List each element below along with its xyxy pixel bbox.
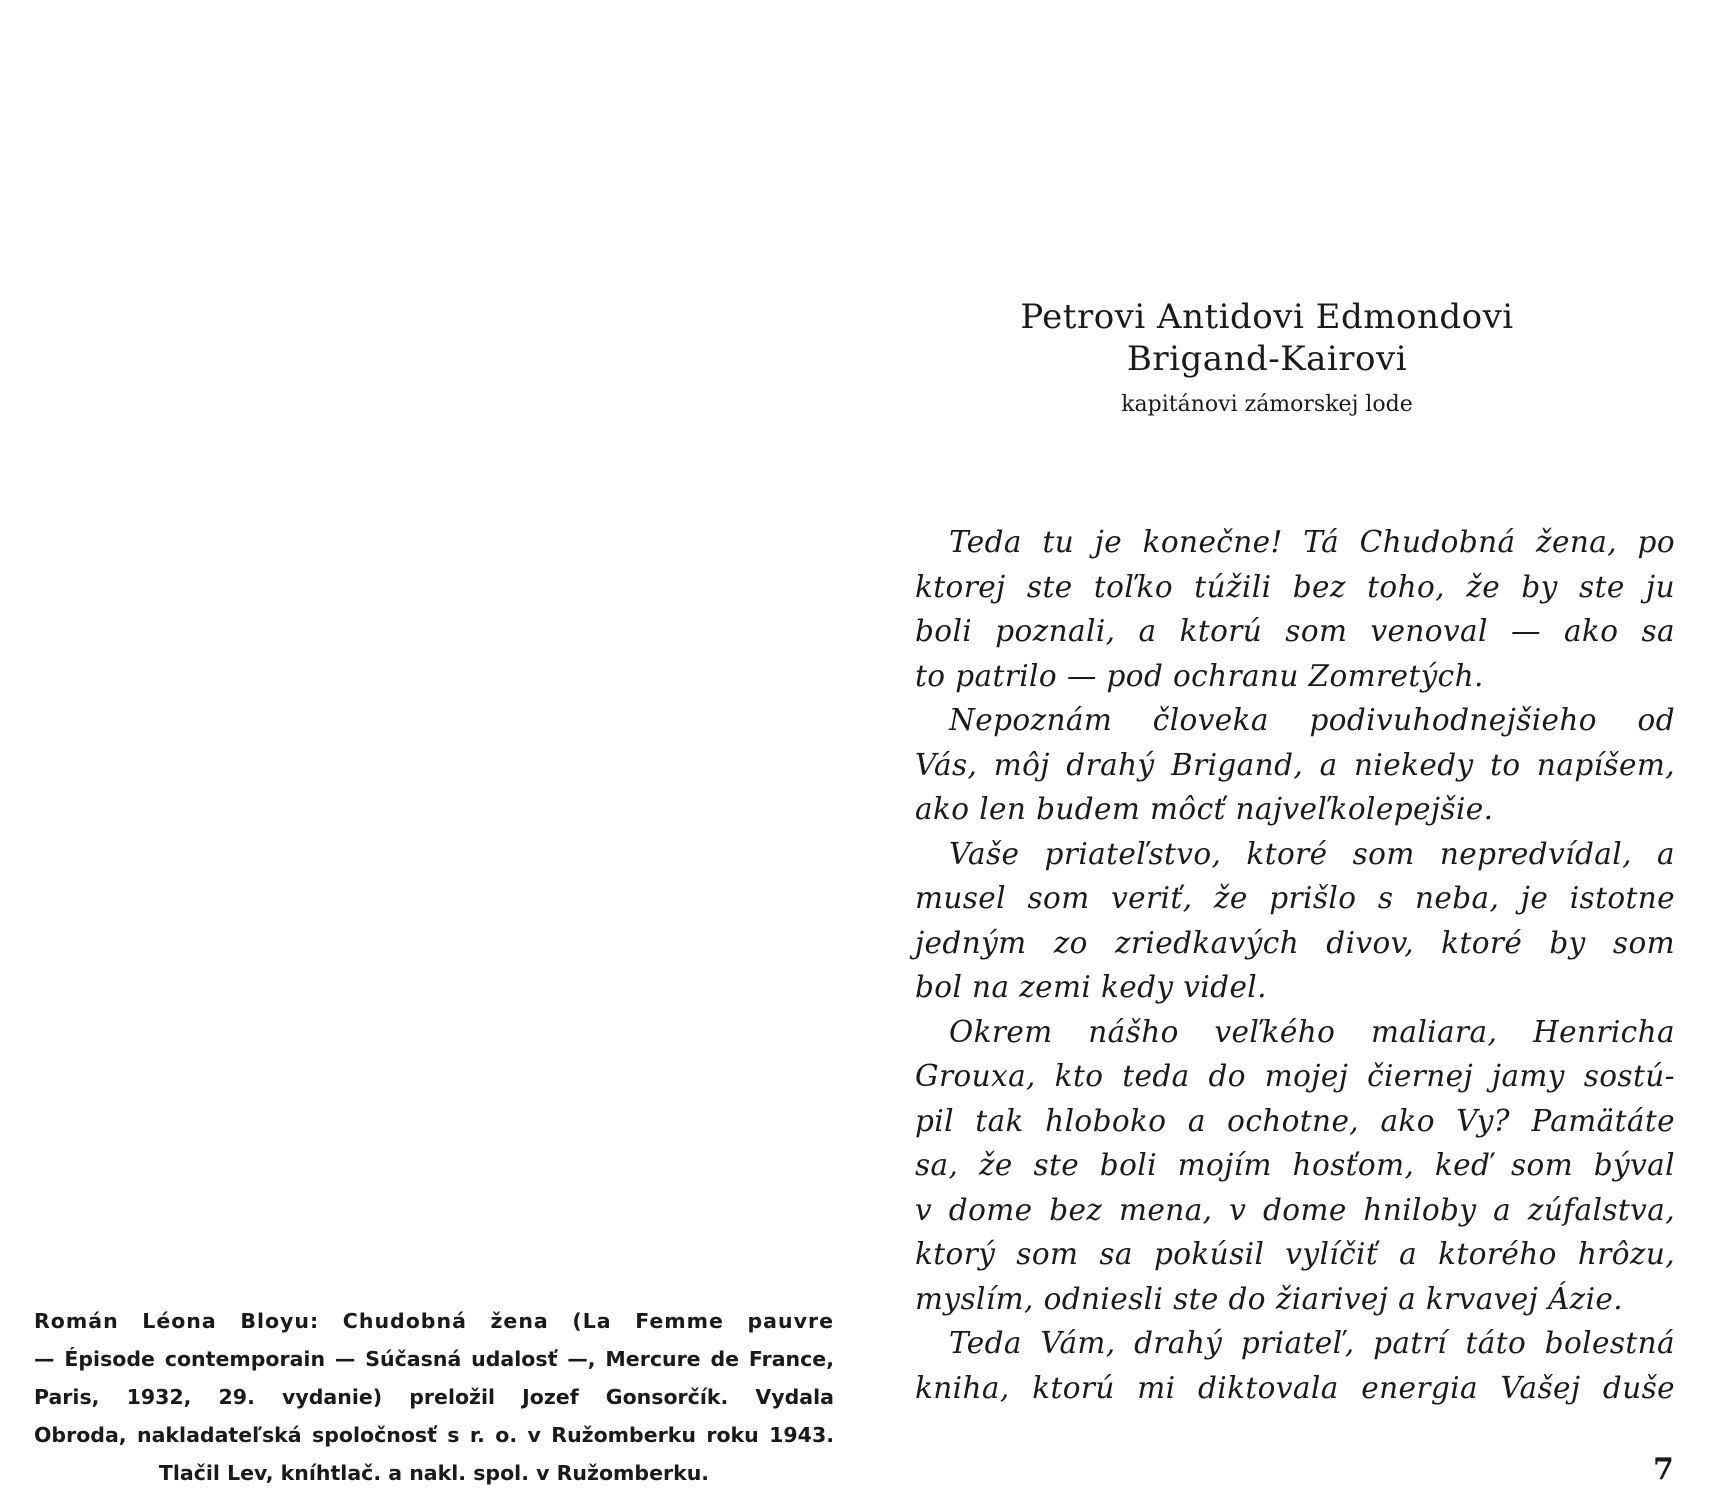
dedication-name: Petrovi Antidovi Edmondovi <box>1020 297 1514 337</box>
imprint-line: — Épisode contemporain — Súčasná udalosť —, Mercure de France, <box>34 1347 834 1371</box>
text-line: sa, že ste boli mojím hosťom, keď som býval <box>915 1148 1675 1182</box>
text-line: Nepoznám človeka podivuhodnejšieho od <box>949 703 1675 737</box>
text-line: Teda Vám, drahý priateľ, patrí táto bolestná <box>949 1326 1675 1360</box>
dedication-letter <box>915 520 1675 1410</box>
text-line: Grouxa, kto teda do mojej čiernej jamy sostú- <box>915 1059 1675 1093</box>
text-line: Vás, môj drahý Brigand, a niekedy to napíšem, <box>915 747 1675 782</box>
dedication <box>967 296 1567 422</box>
text-line: Teda tu je konečne! Tá Chudobná žena, po <box>949 525 1675 559</box>
imprint-line: Román Léona Bloyu: Chudobná žena (La Femme pauvre <box>34 1309 834 1333</box>
right-page <box>857 0 1714 1500</box>
text-line: ktorý som sa pokúsil vylíčiť a ktorého hrôzu, <box>915 1237 1675 1271</box>
imprint-note <box>34 1302 834 1492</box>
text-line: kniha, ktorú mi diktovala energia Vašej duše <box>915 1370 1675 1405</box>
text-line: Vaše priateľstvo, ktoré som nepredvídal, a <box>949 836 1675 871</box>
page-number: 7 <box>1653 1452 1674 1487</box>
text-line: boli poznali, a ktorú som venoval — ako sa <box>915 614 1675 648</box>
dedication-surname: Brigand-Kairovi <box>1126 339 1408 379</box>
text-line: jedným zo zriedkavých divov, ktoré by som <box>915 925 1675 960</box>
text-line: bol na zemi kedy videl. <box>915 970 1267 1004</box>
text-line: pil tak hloboko a ochotne, ako Vy? Pamätáte <box>915 1103 1675 1138</box>
text-line: myslím, odniesli ste do žiarivej a krvavej Ázie. <box>915 1281 1624 1316</box>
text-line: Okrem nášho veľkého maliara, Henricha <box>949 1014 1675 1049</box>
text-line: to patrilo — pod ochranu Zomretých. <box>915 658 1484 693</box>
imprint-line: Tlačil Lev, kníhtlač. a nakl. spol. v Ružomberku. <box>158 1461 710 1485</box>
text-line: ako len budem môcť najveľkolepejšie. <box>915 792 1494 826</box>
imprint-line: Paris, 1932, 29. vydanie) preložil Jozef Gonsorčík. Vydala <box>34 1385 834 1409</box>
dedication-role: kapitánovi zámorskej lode <box>1121 392 1413 417</box>
text-line: musel som veriť, že prišlo s neba, je istotne <box>915 881 1675 915</box>
text-line: ktorej ste toľko túžili bez toho, že by ste ju <box>915 569 1675 604</box>
imprint-line: Obroda, nakladateľská spoločnosť s r. o. v Ružomberku roku 1943. <box>34 1423 834 1447</box>
text-line: v dome bez mena, v dome hniloby a zúfalstva, <box>915 1192 1675 1227</box>
